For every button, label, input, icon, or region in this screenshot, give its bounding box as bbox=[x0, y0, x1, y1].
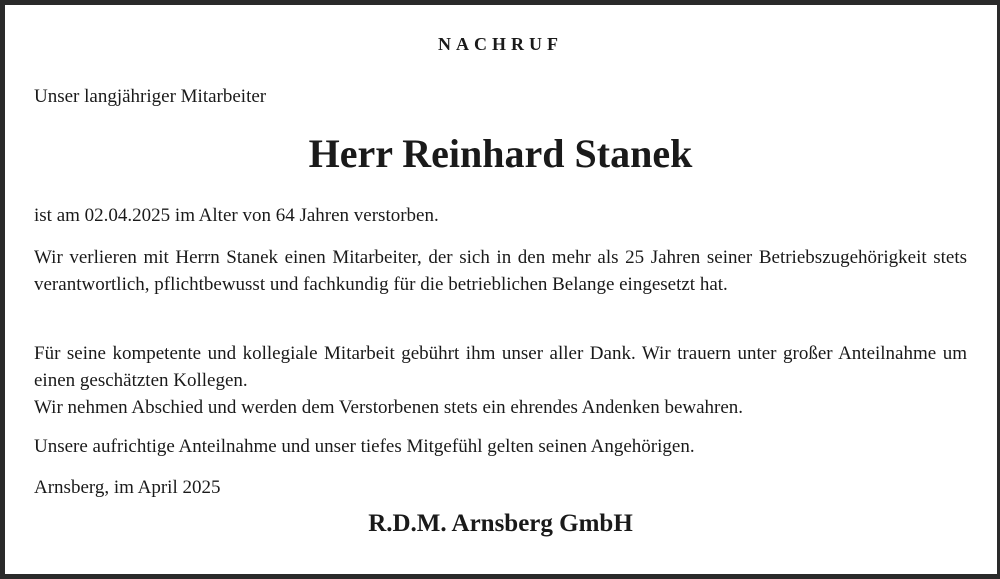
death-date-line: ist am 02.04.2025 im Alter von 64 Jahren verstorben. bbox=[34, 205, 439, 226]
tribute-paragraph: Wir verlieren mit Herrn Stanek einen Mitarbeiter, der sich in den mehr als 25 Jahren seiner Betriebszugehörigkeit stets verantwortlich, pflichtbewusst und fachkundig für die betrieblichen Belange eingesetzt hat. bbox=[34, 247, 967, 295]
deceased-name: Herr Reinhard Stanek bbox=[308, 131, 693, 176]
condolence-paragraph: Unsere aufrichtige Anteilnahme und unser tiefes Mitgefühl gelten seinen Angehörigen. bbox=[34, 436, 695, 457]
company-signature: R.D.M. Arnsberg GmbH bbox=[368, 510, 633, 537]
farewell-paragraph: Wir nehmen Abschied und werden dem Verstorbenen stets ein ehrendes Andenken bewahren. bbox=[34, 397, 744, 418]
thanks-paragraph: Für seine kompetente und kollegiale Mitarbeit gebührt ihm unser aller Dank. Wir trauern unter großer Anteilnahme um einen geschätzten Kollegen. bbox=[34, 343, 967, 391]
intro-line: Unser langjähriger Mitarbeiter bbox=[34, 86, 267, 107]
place-date-line: Arnsberg, im April 2025 bbox=[34, 477, 221, 498]
notice-heading: NACHRUF bbox=[438, 34, 563, 54]
